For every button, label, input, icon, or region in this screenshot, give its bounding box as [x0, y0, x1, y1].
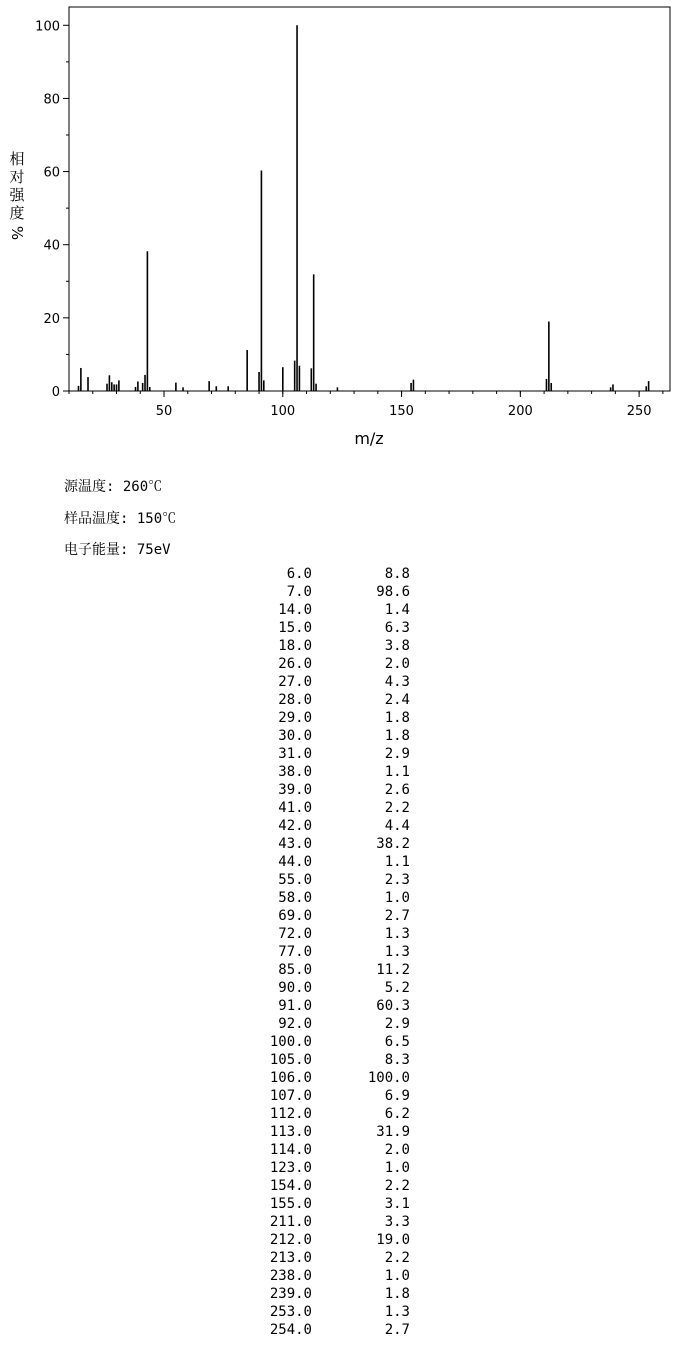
- peak-abundance: 60.3: [376, 998, 410, 1014]
- peak-mz: 7.0: [286, 584, 312, 600]
- y-tick-label: 40: [43, 238, 60, 254]
- table-row: [250, 889, 410, 907]
- peak-mz: 29.0: [278, 710, 312, 726]
- peak-abundance: 38.2: [376, 836, 410, 852]
- peak-abundance: 31.9: [376, 1124, 410, 1140]
- peak-mz: 154.0: [269, 1178, 312, 1194]
- table-row: [250, 601, 410, 619]
- peak-abundance: 8.3: [384, 1052, 410, 1068]
- peak-abundance: 3.3: [384, 1214, 410, 1230]
- table-row: [250, 871, 410, 889]
- peak-abundance: 1.8: [384, 1286, 410, 1302]
- table-row: [250, 1177, 410, 1195]
- peak-mz: 14.0: [278, 602, 312, 618]
- peak-mz: 90.0: [278, 980, 312, 996]
- peak-abundance: 1.3: [384, 944, 410, 960]
- y-tick-label: 60: [43, 165, 60, 181]
- peak-table: [250, 565, 410, 1339]
- table-row: [250, 673, 410, 691]
- table-row: [250, 763, 410, 781]
- peak-mz: 212.0: [269, 1232, 312, 1248]
- peak-mz: 6.0: [286, 566, 312, 582]
- peak-abundance: 1.4: [384, 602, 410, 618]
- table-row: [250, 1213, 410, 1231]
- x-tick-label: 50: [155, 404, 173, 419]
- table-row: [250, 1069, 410, 1087]
- electron-energy: 电子能量: 75eV: [64, 542, 171, 558]
- peak-mz: 18.0: [278, 638, 312, 654]
- peak-abundance: 6.3: [384, 620, 410, 636]
- peak-abundance: 100.0: [367, 1070, 410, 1086]
- table-row: [250, 1195, 410, 1213]
- table-row: [250, 1267, 410, 1285]
- peak-abundance: 1.0: [384, 890, 410, 906]
- peak-abundance: 6.2: [384, 1106, 410, 1122]
- peak-abundance: 2.0: [384, 1142, 410, 1158]
- peak-abundance: 1.1: [384, 764, 410, 780]
- table-row: [250, 835, 410, 853]
- peak-abundance: 4.3: [384, 674, 410, 690]
- peak-mz: 58.0: [278, 890, 312, 906]
- table-row: [250, 1087, 410, 1105]
- table-row: [250, 727, 410, 745]
- peak-mz: 113.0: [269, 1124, 312, 1140]
- peak-mz: 41.0: [278, 800, 312, 816]
- peak-mz: 31.0: [278, 746, 312, 762]
- peak-abundance: 1.0: [384, 1160, 410, 1176]
- peak-mz: 239.0: [269, 1286, 312, 1302]
- peak-mz: 105.0: [269, 1052, 312, 1068]
- y-axis-label: [6, 150, 28, 242]
- peak-abundance: 1.8: [384, 710, 410, 726]
- peak-abundance: 2.2: [384, 1178, 410, 1194]
- peak-mz: 38.0: [278, 764, 312, 780]
- table-row: [250, 997, 410, 1015]
- table-row: [250, 583, 410, 601]
- peak-abundance: 1.1: [384, 854, 410, 870]
- peak-abundance: 2.2: [384, 800, 410, 816]
- x-tick-label: 150: [389, 404, 414, 419]
- peak-mz: 28.0: [278, 692, 312, 708]
- table-row: [250, 1105, 410, 1123]
- table-row: [250, 709, 410, 727]
- table-row: [250, 979, 410, 997]
- peak-mz: 26.0: [278, 656, 312, 672]
- peak-abundance: 3.8: [384, 638, 410, 654]
- peak-abundance: 1.3: [384, 926, 410, 942]
- peak-mz: 254.0: [269, 1322, 312, 1338]
- peak-abundance: 3.1: [384, 1196, 410, 1212]
- y-tick-label: 20: [43, 311, 60, 327]
- peak-mz: 39.0: [278, 782, 312, 798]
- table-row: [250, 655, 410, 673]
- table-row: [250, 1051, 410, 1069]
- table-row: [250, 619, 410, 637]
- y-axis-label-char: 相: [9, 150, 25, 168]
- table-row: [250, 565, 410, 583]
- table-row: [250, 907, 410, 925]
- table-row: [250, 1231, 410, 1249]
- table-row: [250, 1249, 410, 1267]
- peak-mz: 211.0: [269, 1214, 312, 1230]
- y-tick-label: 80: [43, 92, 60, 108]
- source-temperature: 源温度: 260℃: [64, 479, 163, 495]
- peak-mz: 107.0: [269, 1088, 312, 1104]
- x-tick-label: 250: [626, 404, 652, 419]
- peak-abundance: 1.8: [384, 728, 410, 744]
- peak-abundance: 6.9: [384, 1088, 410, 1104]
- peak-abundance: 2.3: [384, 872, 410, 888]
- peak-mz: 213.0: [269, 1250, 312, 1266]
- peak-mz: 92.0: [278, 1016, 312, 1032]
- peak-mz: 30.0: [278, 728, 312, 744]
- peak-mz: 85.0: [278, 962, 312, 978]
- table-row: [250, 961, 410, 979]
- peak-abundance: 5.2: [384, 980, 410, 996]
- table-row: [250, 781, 410, 799]
- y-tick-label: 0: [51, 385, 60, 400]
- y-axis-label-char: 度: [9, 204, 25, 222]
- peak-mz: 114.0: [269, 1142, 312, 1158]
- peak-abundance: 8.8: [384, 566, 410, 582]
- table-row: [250, 1159, 410, 1177]
- peak-abundance: 1.0: [384, 1268, 410, 1284]
- peak-mz: 27.0: [278, 674, 312, 690]
- peak-abundance: 4.4: [384, 818, 410, 834]
- peak-abundance: 98.6: [376, 584, 410, 600]
- table-row: [250, 1033, 410, 1051]
- peak-abundance: 2.6: [384, 782, 410, 798]
- table-row: [250, 1141, 410, 1159]
- peak-mz: 72.0: [278, 926, 312, 942]
- peak-mz: 91.0: [278, 998, 312, 1014]
- peak-abundance: 2.9: [384, 1016, 410, 1032]
- peak-mz: 44.0: [278, 854, 312, 870]
- table-row: [250, 925, 410, 943]
- table-row: [250, 745, 410, 763]
- peak-abundance: 2.7: [384, 908, 410, 924]
- sample-temperature: 样品温度: 150℃: [64, 511, 177, 527]
- peak-mz: 15.0: [278, 620, 312, 636]
- table-row: [250, 691, 410, 709]
- peak-abundance: 2.0: [384, 656, 410, 672]
- peak-mz: 238.0: [269, 1268, 312, 1284]
- peak-mz: 100.0: [269, 1034, 312, 1050]
- table-row: [250, 1303, 410, 1321]
- table-row: [250, 1123, 410, 1141]
- peak-abundance: 2.7: [384, 1322, 410, 1338]
- peak-mz: 112.0: [269, 1106, 312, 1122]
- table-row: [250, 943, 410, 961]
- peak-mz: 42.0: [278, 818, 312, 834]
- table-row: [250, 799, 410, 817]
- peak-mz: 77.0: [278, 944, 312, 960]
- table-row: [250, 1015, 410, 1033]
- table-row: [250, 1321, 410, 1339]
- x-tick-label: 200: [507, 404, 533, 419]
- y-axis-label-char: 强: [9, 186, 25, 204]
- y-axis-label-unit: %: [8, 225, 26, 241]
- peak-abundance: 6.5: [384, 1034, 410, 1050]
- y-axis-label-char: 对: [9, 168, 25, 186]
- peak-mz: 106.0: [269, 1070, 312, 1086]
- peak-mz: 155.0: [269, 1196, 312, 1212]
- table-row: [250, 853, 410, 871]
- plot-frame: [69, 7, 670, 391]
- y-tick-label: 100: [35, 19, 60, 35]
- peak-mz: 123.0: [269, 1160, 312, 1176]
- table-row: [250, 1285, 410, 1303]
- mass-spectrum-chart: [0, 0, 680, 460]
- peak-abundance: 2.9: [384, 746, 410, 762]
- table-row: [250, 817, 410, 835]
- peak-abundance: 2.2: [384, 1250, 410, 1266]
- peak-mz: 253.0: [269, 1304, 312, 1320]
- peak-abundance: 2.4: [384, 692, 410, 708]
- peak-mz: 43.0: [278, 836, 312, 852]
- peak-abundance: 19.0: [376, 1232, 410, 1248]
- x-axis-label: m/z: [354, 429, 384, 448]
- x-tick-label: 100: [270, 404, 296, 419]
- peak-mz: 55.0: [278, 872, 312, 888]
- peak-abundance: 1.3: [384, 1304, 410, 1320]
- peak-mz: 69.0: [278, 908, 312, 924]
- table-row: [250, 637, 410, 655]
- peak-abundance: 11.2: [376, 962, 410, 978]
